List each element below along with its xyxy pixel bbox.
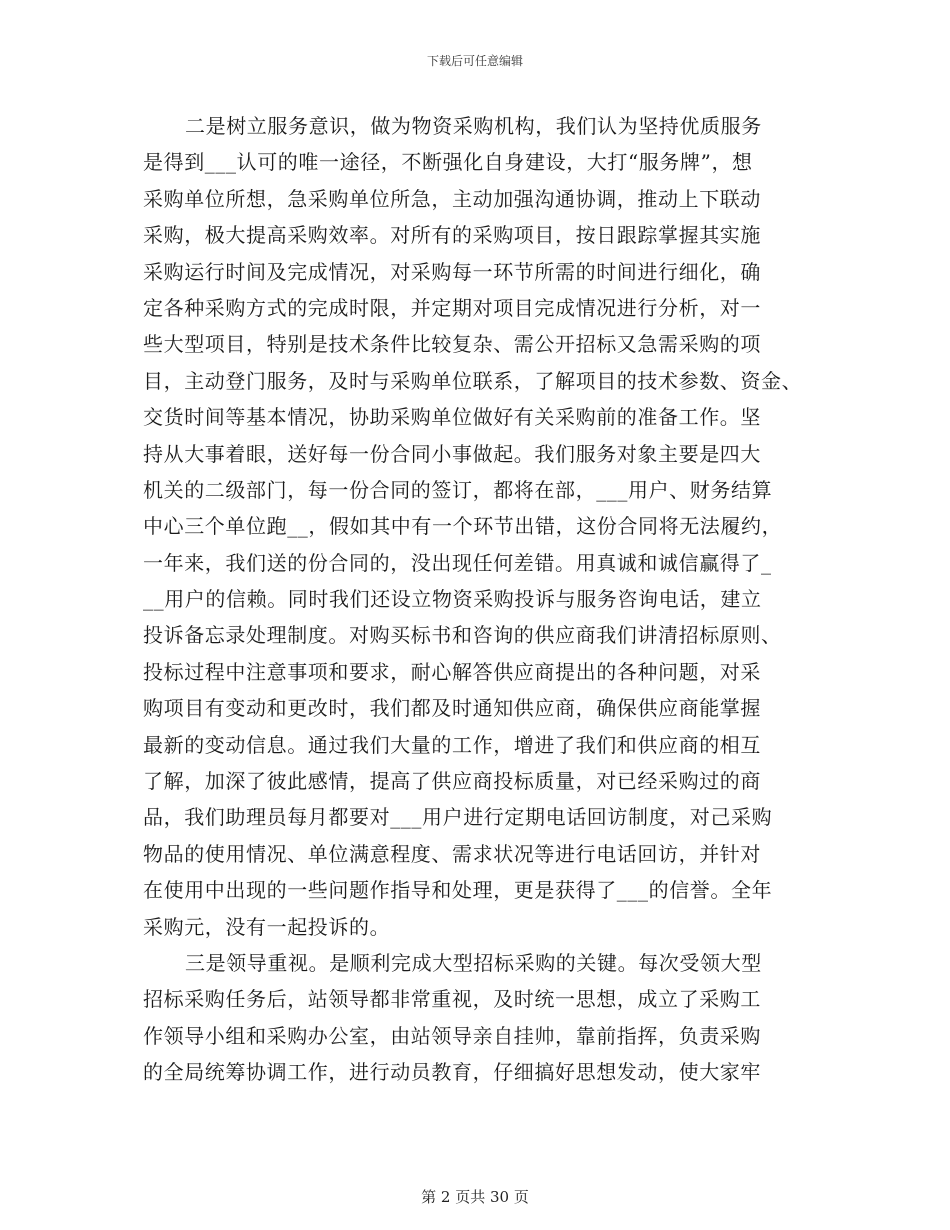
text-line: 在使用中出现的一些问题作指导和处理，更是获得了___的信誉。全年 — [143, 878, 773, 903]
document-body — [143, 108, 823, 1091]
text-line: 了解，加深了彼此感情，提高了供应商投标质量，对已经采购过的商 — [143, 769, 761, 794]
text-line: 一年来，我们送的份合同的，没出现任何差错。用真诚和诚信赢得了_ — [143, 550, 772, 575]
text-line: 物品的使用情况、单位满意程度、需求状况等进行电话回访，并针对 — [143, 841, 761, 866]
text-line: 二是树立服务意识，做为物资采购机构，我们认为坚持优质服务 — [185, 114, 762, 138]
page-footer: 第 2 页共 30 页 — [421, 1188, 529, 1206]
text-line: 作领导小组和采购办公室，由站领导亲自挂帅，靠前指挥，负责采购 — [143, 1023, 761, 1048]
text-line: 是得到___认可的唯一途径，不断强化自身建设，大打“服务牌”，想 — [143, 150, 753, 175]
page-header: 下载后可任意编辑 — [426, 54, 523, 68]
text-line: 目，主动登门服务，及时与采购单位联系，了解项目的技术参数、资金、 — [143, 368, 803, 393]
text-line: 品，我们助理员每月都要对___用户进行定期电话回访制度，对己采购 — [143, 805, 773, 830]
text-line: 定各种采购方式的完成时限，并定期对项目完成情况进行分析，对一 — [143, 295, 761, 320]
text-line: 中心三个单位跑__，假如其中有一个环节出错，这份合同将无法履约， — [143, 514, 783, 539]
text-line: 的全局统筹协调工作，进行动员教育，仔细搞好思想发动，使大家牢 — [143, 1060, 761, 1085]
text-line: 交货时间等基本情况，协助采购单位做好有关采购前的准备工作。坚 — [143, 405, 761, 430]
text-line: 持从大事着眼，送好每一份合同小事做起。我们服务对象主要是四大 — [143, 441, 761, 466]
text-line: __用户的信赖。同时我们还设立物资采购投诉与服务咨询电话，建立 — [143, 587, 762, 612]
text-line: 机关的二级部门，每一份合同的签订，都将在部，___用户、财务结算 — [143, 477, 773, 502]
text-line: 采购元，没有一起投诉的。 — [143, 914, 391, 939]
text-line: 采购，极大提高采购效率。对所有的采购项目，按日跟踪掌握其实施 — [143, 223, 761, 248]
text-line: 采购运行时间及完成情况，对采购每一环节所需的时间进行细化，确 — [143, 259, 761, 284]
text-line: 购项目有变动和更改时，我们都及时通知供应商，确保供应商能掌握 — [143, 696, 761, 721]
text-line: 些大型项目，特别是技术条件比较复杂、需公开招标又急需采购的项 — [143, 332, 761, 357]
text-line: 三是领导重视。是顺利完成大型招标采购的关键。每次受领大型 — [185, 950, 762, 975]
text-line: 采购单位所想，急采购单位所急，主动加强沟通协调，推动上下联动 — [143, 186, 761, 211]
text-line: 投标过程中注意事项和要求，耐心解答供应商提出的各种问题，对采 — [143, 659, 761, 684]
text-line: 投诉备忘录处理制度。对购买标书和咨询的供应商我们讲清招标原则、 — [143, 623, 782, 648]
text-line: 最新的变动信息。通过我们大量的工作，增进了我们和供应商的相互 — [143, 732, 761, 757]
text-line: 招标采购任务后，站领导都非常重视，及时统一思想，成立了采购工 — [143, 987, 761, 1012]
